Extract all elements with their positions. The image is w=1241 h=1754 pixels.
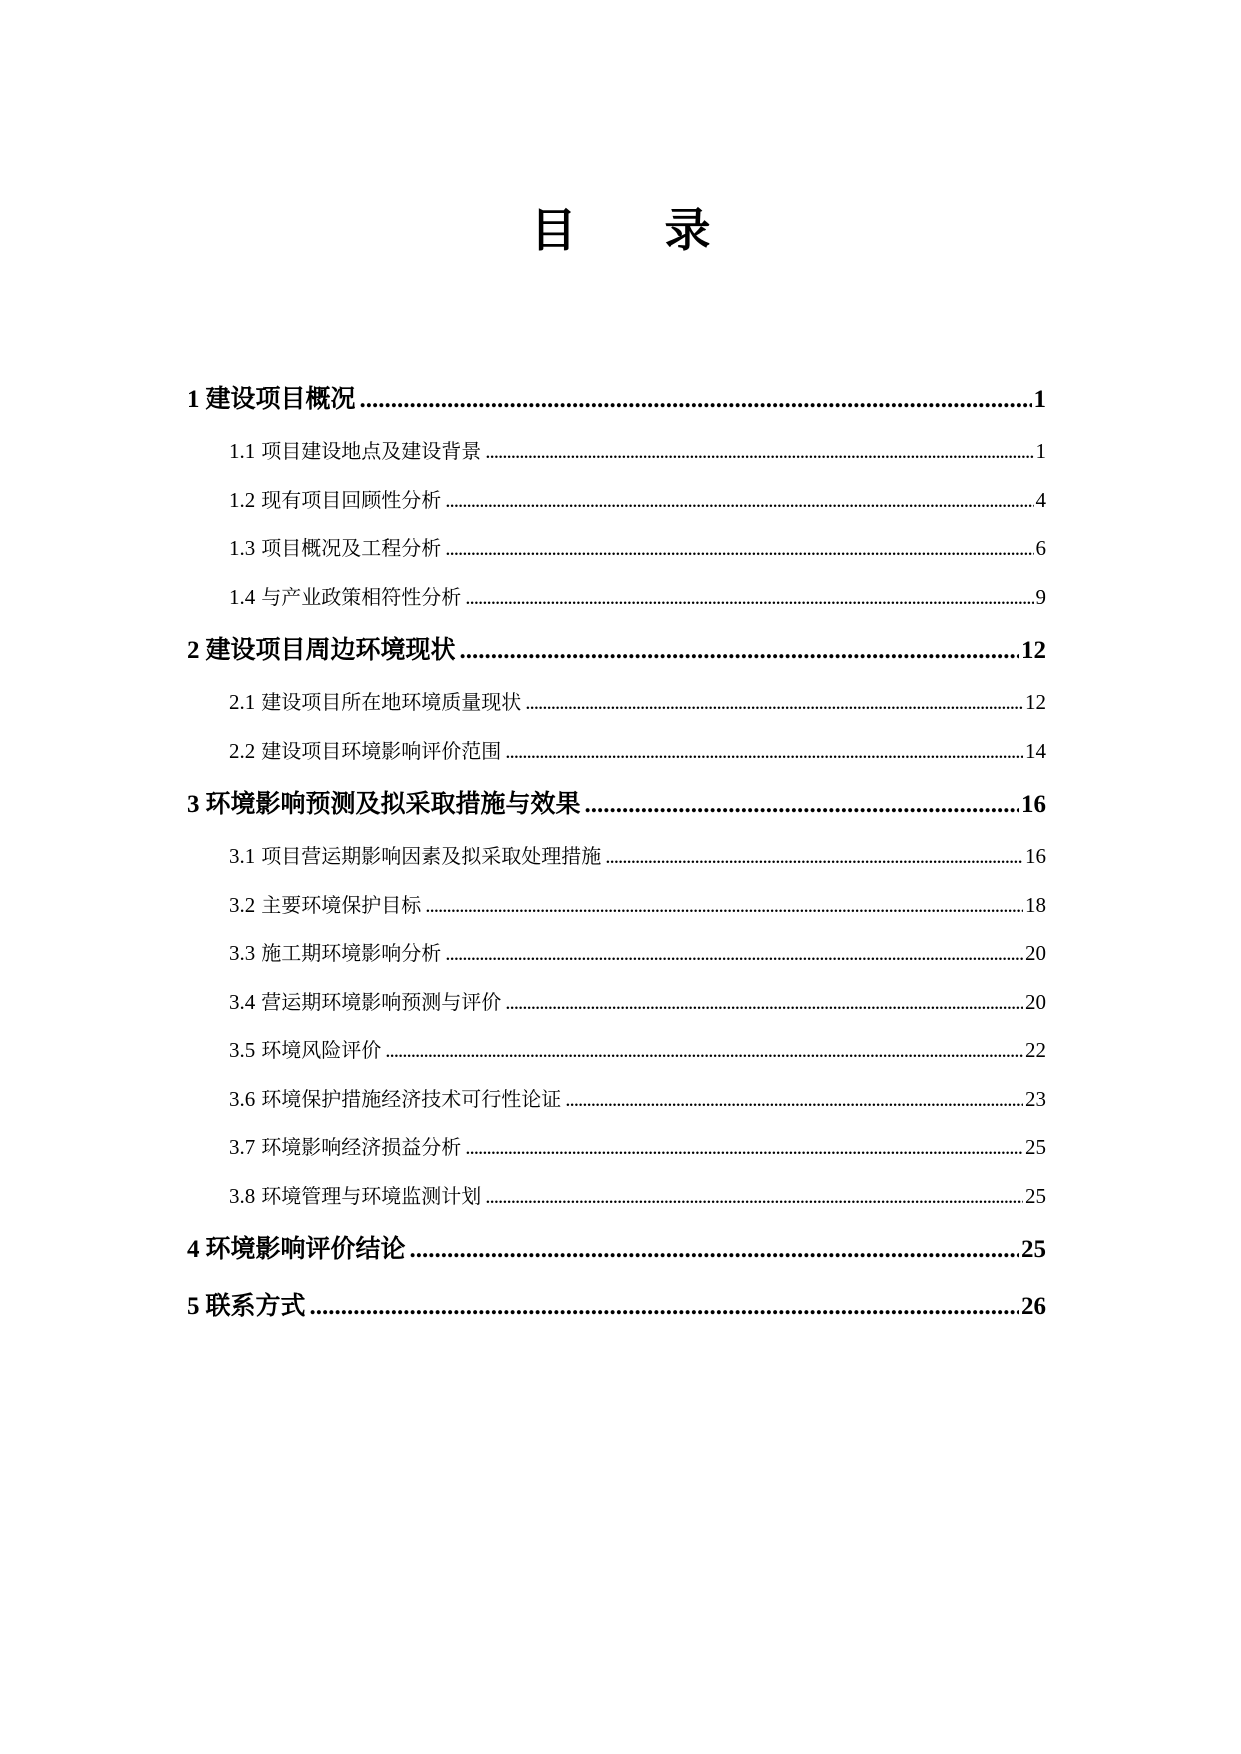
toc-title: 建设项目概况 <box>205 384 356 413</box>
dot-leader <box>565 1075 1023 1124</box>
toc-number: 4 <box>187 1236 200 1263</box>
toc-page-number: 1 <box>1033 386 1046 413</box>
toc-entry-3-3[interactable] <box>187 929 1046 978</box>
toc-entry-2-2[interactable] <box>187 727 1046 776</box>
toc-number: 3.3 <box>229 941 256 965</box>
dot-leader <box>460 622 1019 679</box>
toc-title: 环境影响预测及拟采取措施与效果 <box>205 789 581 818</box>
toc-number: 3.5 <box>229 1038 256 1062</box>
toc-entry-4[interactable] <box>187 1220 1046 1277</box>
toc-number: 2.2 <box>229 738 256 763</box>
toc-entry-2-1[interactable] <box>187 678 1046 727</box>
toc-entry-3-4[interactable] <box>187 978 1046 1027</box>
toc-page-number: 16 <box>1021 791 1046 818</box>
toc-title: 建设项目环境影响评价范围 <box>261 738 502 763</box>
toc-page-number: 6 <box>1035 536 1046 560</box>
toc-page-number: 4 <box>1035 487 1046 512</box>
toc-entry-3-1[interactable] <box>187 832 1046 881</box>
toc-title: 联系方式 <box>205 1291 306 1320</box>
toc-title: 主要环境保护目标 <box>261 892 422 917</box>
toc-page-number: 9 <box>1035 584 1046 609</box>
toc-title: 环境影响评价结论 <box>205 1234 406 1263</box>
dot-leader <box>445 929 1023 978</box>
toc-number: 1.4 <box>229 584 256 609</box>
toc-title: 营运期环境影响预测与评价 <box>261 989 502 1014</box>
toc-number: 2 <box>187 637 200 664</box>
toc-number: 1.2 <box>229 487 256 512</box>
toc-entry-1[interactable] <box>187 370 1046 427</box>
toc-title: 项目建设地点及建设背景 <box>261 439 482 463</box>
dot-leader <box>310 1278 1019 1335</box>
toc-entry-3-5[interactable] <box>187 1026 1046 1075</box>
toc-entry-5[interactable] <box>187 1277 1046 1334</box>
toc-entry-2[interactable] <box>187 621 1046 678</box>
toc-entry-1-3[interactable] <box>187 524 1046 573</box>
dot-leader <box>525 678 1023 727</box>
toc-page-number: 1 <box>1035 439 1046 463</box>
toc-title: 环境管理与环境监测计划 <box>261 1183 482 1208</box>
toc-title: 环境影响经济损益分析 <box>261 1135 462 1159</box>
toc-page-number: 25 <box>1021 1236 1046 1263</box>
table-of-contents <box>187 370 1046 1334</box>
toc-entry-3-7[interactable] <box>187 1123 1046 1172</box>
toc-title: 施工期环境影响分析 <box>261 941 442 965</box>
toc-page-number: 20 <box>1025 989 1046 1014</box>
dot-leader <box>585 776 1019 833</box>
toc-entry-1-2[interactable] <box>187 476 1046 525</box>
toc-title: 现有项目回顾性分析 <box>261 487 442 512</box>
toc-title: 与产业政策相符性分析 <box>261 584 462 609</box>
toc-entry-3-6[interactable] <box>187 1075 1046 1124</box>
toc-number: 1 <box>187 386 200 413</box>
toc-page-number: 23 <box>1025 1086 1046 1111</box>
toc-number: 3.2 <box>229 892 256 917</box>
dot-leader <box>465 573 1033 622</box>
toc-number: 3.1 <box>229 844 256 868</box>
dot-leader <box>445 524 1033 573</box>
toc-page-number: 20 <box>1025 941 1046 965</box>
toc-title: 建设项目周边环境现状 <box>205 635 456 664</box>
toc-page-number: 25 <box>1025 1183 1046 1208</box>
dot-leader <box>505 727 1023 776</box>
dot-leader <box>505 978 1023 1027</box>
toc-page-number: 25 <box>1025 1135 1046 1159</box>
toc-page-number: 12 <box>1021 637 1046 664</box>
toc-entry-1-4[interactable] <box>187 573 1046 622</box>
dot-leader <box>445 476 1033 525</box>
dot-leader <box>410 1221 1019 1278</box>
toc-number: 3 <box>187 791 200 818</box>
dot-leader <box>605 832 1023 881</box>
toc-title: 环境保护措施经济技术可行性论证 <box>261 1086 562 1111</box>
toc-entry-3[interactable] <box>187 775 1046 832</box>
dot-leader <box>425 881 1023 930</box>
toc-number: 2.1 <box>229 690 256 714</box>
toc-number: 1.1 <box>229 439 256 463</box>
toc-entry-1-1[interactable] <box>187 427 1046 476</box>
toc-number: 3.8 <box>229 1183 256 1208</box>
toc-entry-3-8[interactable] <box>187 1172 1046 1221</box>
page-title: 目 录 <box>530 203 747 257</box>
toc-number: 1.3 <box>229 536 256 560</box>
toc-title: 环境风险评价 <box>261 1038 382 1062</box>
dot-leader <box>465 1123 1023 1172</box>
dot-leader <box>360 371 1032 428</box>
toc-title: 项目营运期影响因素及拟采取处理措施 <box>261 844 602 868</box>
toc-number: 3.6 <box>229 1086 256 1111</box>
toc-page-number: 18 <box>1025 892 1046 917</box>
toc-number: 3.4 <box>229 989 256 1014</box>
dot-leader <box>385 1026 1023 1075</box>
toc-entry-3-2[interactable] <box>187 881 1046 930</box>
toc-page-number: 12 <box>1025 690 1046 714</box>
dot-leader <box>485 427 1033 476</box>
toc-page-number: 26 <box>1021 1293 1046 1320</box>
dot-leader <box>485 1172 1023 1221</box>
toc-number: 3.7 <box>229 1135 256 1159</box>
toc-number: 5 <box>187 1293 200 1320</box>
toc-page-number: 22 <box>1025 1038 1046 1062</box>
toc-title: 建设项目所在地环境质量现状 <box>261 690 522 714</box>
toc-page-number: 14 <box>1025 738 1046 763</box>
toc-page-number: 16 <box>1025 844 1046 868</box>
toc-title: 项目概况及工程分析 <box>261 536 442 560</box>
